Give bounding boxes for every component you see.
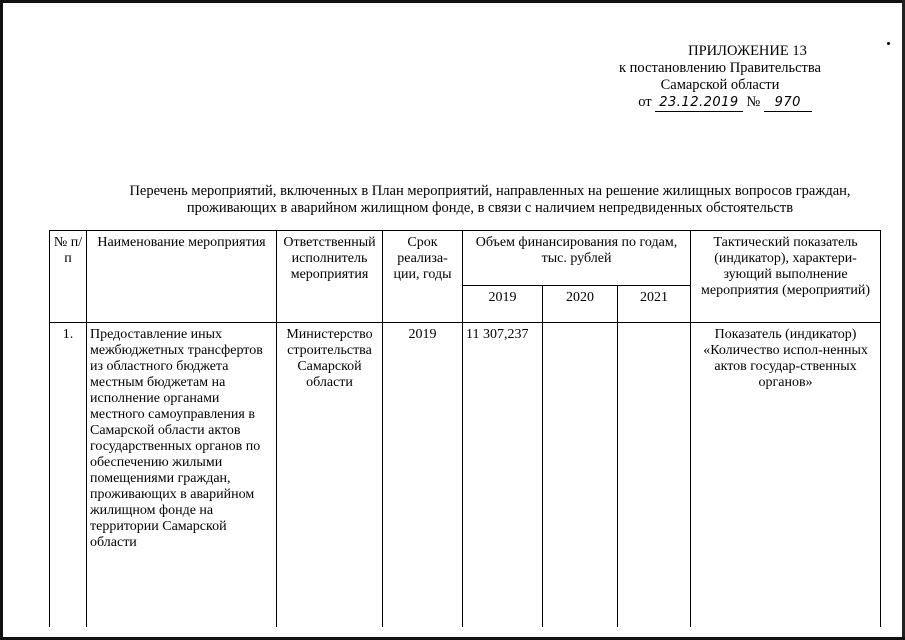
scan-border-top (0, 0, 905, 3)
header-year-2020: 2020 (543, 286, 618, 323)
document-title-line-2: проживающих в аварийном жилищном фонде, в связи с наличием непредвиденных обстоятельств (186, 200, 794, 216)
document-title (95, 183, 885, 217)
scan-border-left (0, 0, 3, 640)
table-row (50, 323, 881, 628)
handwritten-date: 23.12.2019 (655, 94, 742, 112)
row-name: Предоставление иных межбюджетных трансфертов из областного бюджета местным бюджетам на исполнение органами местного самоуправления в Самарской области актов государственных органов по обеспечению жилыми помещениями граждан, проживающих в аварийном жилищном фонде на территории Самарской области (87, 323, 277, 628)
header-row (50, 231, 881, 286)
header-num: № п/п (50, 231, 87, 323)
number-prefix: № (746, 94, 761, 110)
header-year-2021: 2021 (618, 286, 691, 323)
scan-speck (887, 42, 890, 45)
appendix-title: ПРИЛОЖЕНИЕ 13 (688, 43, 807, 59)
appendix-line-resolution: к постановлению Правительства (619, 60, 821, 76)
header-name: Наименование мероприятия (87, 231, 277, 323)
header-funding: Объем финансирования по годам, тыс. рублей (463, 231, 691, 286)
row-num: 1. (50, 323, 87, 628)
appendix-date-row (560, 94, 880, 112)
handwritten-number: 970 (764, 94, 812, 112)
row-funding-2021 (618, 323, 691, 628)
appendix-header (560, 43, 880, 112)
row-funding-2020 (543, 323, 618, 628)
date-prefix: от (638, 94, 652, 110)
events-table (49, 230, 881, 627)
header-year-2019: 2019 (463, 286, 543, 323)
header-indicator: Тактический показатель (индикатор), характери-зующий выполнение мероприятия (мероприятий) (691, 231, 881, 323)
row-executor: Министерство строительства Самарской области (277, 323, 383, 628)
header-term: Срок реализа-ции, годы (383, 231, 463, 323)
document-title-line-1: Перечень мероприятий, включенных в План мероприятий, направленных на решение жилищных вопросов граждан, (129, 183, 851, 199)
appendix-line-region: Самарской области (660, 77, 780, 93)
row-indicator: Показатель (индикатор) «Количество испол-ненных актов государ-ственных органов» (691, 323, 881, 628)
row-funding-2019: 11 307,237 (463, 323, 543, 628)
row-term: 2019 (383, 323, 463, 628)
header-executor: Ответственный исполнитель мероприятия (277, 231, 383, 323)
